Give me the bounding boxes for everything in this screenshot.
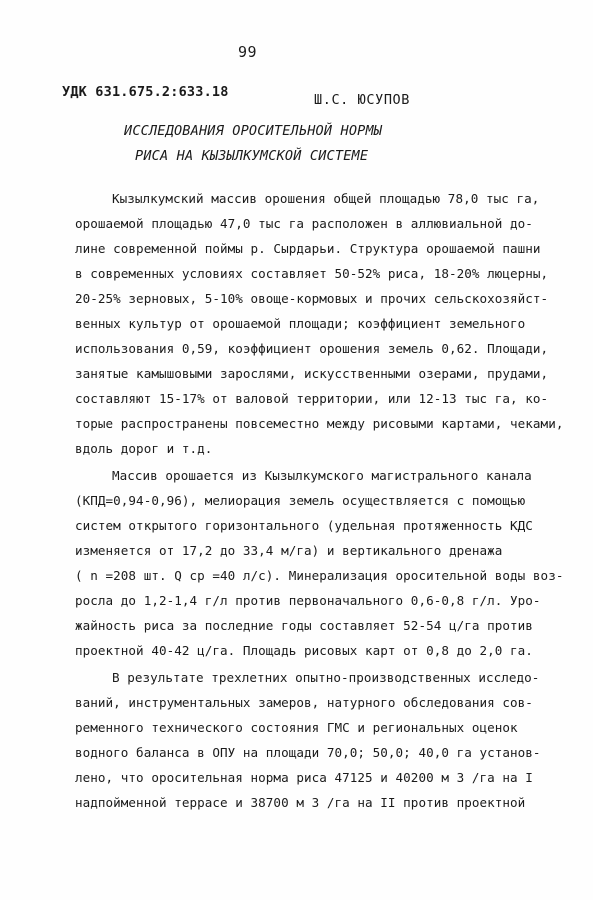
body-line: изменяется от 17,2 до 33,4 м/га) и вертикального дренажа <box>75 543 503 558</box>
body-line: венных культур от орошаемой площади; коэффициент земельного <box>75 316 526 331</box>
body-line: ( n =208 шт. Q ср =40 л/с). Минерализация оросительной воды воз- <box>75 568 564 583</box>
body-line: использования 0,59, коэффициент орошения земель 0,62. Площади, <box>75 341 549 356</box>
udk-code: УДК 631.675.2:633.18 <box>62 84 229 100</box>
body-line: составляют 15-17% от валовой территории, или 12-13 тыс га, ко- <box>75 391 549 406</box>
body-line: ваний, инструментальных замеров, натурного обследования сов- <box>75 695 533 710</box>
title-line-1: ИССЛЕДОВАНИЯ ОРОСИТЕЛЬНОЙ НОРМЫ <box>124 123 383 139</box>
body-line: систем открытого горизонтального (удельная протяженность КДС <box>75 518 533 533</box>
body-line: (КПД=0,94-0,96), мелиорация земель осуществляется с помощью <box>75 493 526 508</box>
author-name: Ш.С. ЮСУПОВ <box>314 92 411 108</box>
body-line: В результате трехлетних опытно-производственных исследо- <box>112 670 540 685</box>
body-line: торые распространены повсеместно между рисовыми картами, чеками, <box>75 416 564 431</box>
body-line: занятые камышовыми зарослями, искусственными озерами, прудами, <box>75 366 549 381</box>
body-line: водного баланса в ОПУ на площади 70,0; 50,0; 40,0 га установ- <box>75 745 541 760</box>
body-line: ременного технического состояния ГМС и региональных оценок <box>75 720 518 735</box>
title-line-2: РИСА НА КЫЗЫЛКУМСКОЙ СИСТЕМЕ <box>135 148 369 164</box>
body-line: Массив орошается из Кызылкумского магистрального канала <box>112 468 532 483</box>
body-line: лено, что оросительная норма риса 47125 и 40200 м 3 /га на I <box>75 770 533 785</box>
body-line: лине современной поймы р. Сырдарьи. Структура орошаемой пашни <box>75 241 541 256</box>
body-line: вдоль дорог и т.д. <box>75 441 213 456</box>
body-line: росла до 1,2-1,4 г/л против первоначального 0,6-0,8 г/л. Уро- <box>75 593 541 608</box>
body-line: проектной 40-42 ц/га. Площадь рисовых карт от 0,8 до 2,0 га. <box>75 643 533 658</box>
body-line: орошаемой площадью 47,0 тыс га расположен в аллювиальной до- <box>75 216 533 231</box>
body-line: надпойменной террасе и 38700 м 3 /га на II против проектной <box>75 795 526 810</box>
body-line: Кызылкумский массив орошения общей площадью 78,0 тыс га, <box>112 191 540 206</box>
body-line: в современных условиях составляет 50-52% риса, 18-20% люцерны, <box>75 266 549 281</box>
body-line: 20-25% зерновых, 5-10% овоще-кормовых и прочих сельскохозяйст- <box>75 291 549 306</box>
body-line: жайность риса за последние годы составляет 52-54 ц/га против <box>75 618 533 633</box>
page-number: 99 <box>238 43 258 61</box>
